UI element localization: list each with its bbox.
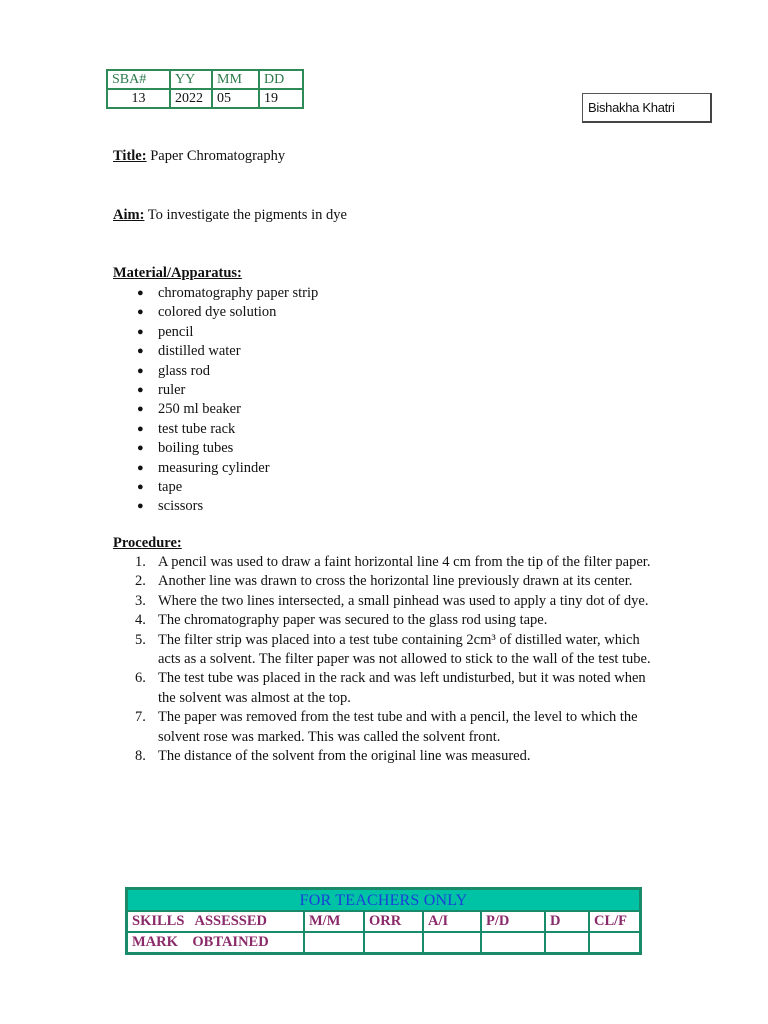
material-text: 250 ml beaker: [158, 401, 241, 418]
sba-value-row: [107, 89, 303, 108]
teacher-banner-row: [127, 889, 641, 912]
material-text: tape: [158, 478, 183, 495]
step-text: The distance of the solvent from the original line was measured.: [158, 748, 531, 765]
procedure-step: [113, 708, 653, 747]
material-item: [113, 478, 613, 497]
mark-cell[interactable]: [364, 932, 423, 954]
step-text: The test tube was placed in the rack and was left undisturbed, but it was noted when the solvent was almost at the top.: [158, 670, 646, 706]
material-text: measuring cylinder: [158, 459, 270, 476]
material-item: [113, 284, 613, 303]
skill-cell: ORR: [364, 911, 423, 932]
bullet-icon: ●: [137, 403, 144, 416]
skill-cell: P/D: [481, 911, 545, 932]
bullet-icon: ●: [137, 442, 144, 455]
title-text: Paper Chromatography: [146, 148, 286, 164]
step-number: 7.: [135, 709, 146, 726]
yy-value-cell: 2022: [170, 89, 212, 108]
material-item: [113, 342, 613, 361]
bullet-icon: ●: [137, 422, 144, 435]
material-item: [113, 497, 613, 516]
skill-cell: M/M: [304, 911, 364, 932]
mm-header-cell: MM: [212, 70, 259, 89]
material-text: distilled water: [158, 343, 241, 360]
step-text: A pencil was used to draw a faint horizontal line 4 cm from the tip of the filter paper.: [158, 554, 651, 570]
step-text: The chromatography paper was secured to the glass rod using tape.: [158, 612, 548, 629]
skill-cell: A/I: [423, 911, 481, 932]
procedure-heading: Procedure:: [113, 535, 182, 551]
skill-cell: D: [545, 911, 589, 932]
bullet-icon: ●: [137, 480, 144, 493]
dd-header-cell: DD: [259, 70, 303, 89]
materials-heading: Material/Apparatus:: [113, 265, 242, 281]
step-number: 5.: [135, 631, 146, 648]
material-text: chromatography paper strip: [158, 285, 319, 301]
step-number: 6.: [135, 670, 146, 687]
skills-row: [127, 911, 641, 932]
title-line: [113, 148, 285, 165]
bullet-icon: ●: [137, 325, 144, 338]
material-item: [113, 381, 613, 400]
bullet-icon: ●: [137, 364, 144, 377]
procedure-step: [113, 669, 653, 708]
skills-label: SKILLS ASSESSED: [127, 911, 305, 932]
procedure-step: [113, 631, 653, 670]
step-number: 4.: [135, 612, 146, 629]
teacher-assessment-table: [125, 887, 642, 955]
step-text: The filter strip was placed into a test tube containing 2cm³ of distilled water, which acts as a solvent. The filter paper was not allowed to stick to the wall of the test tube.: [158, 631, 651, 668]
material-text: pencil: [158, 323, 194, 340]
skill-cell: CL/F: [589, 911, 641, 932]
procedure-step: [113, 611, 653, 630]
material-text: test tube rack: [158, 420, 236, 437]
yy-header-cell: YY: [170, 70, 212, 89]
procedure-step: [113, 572, 653, 591]
material-item: [113, 420, 613, 439]
material-text: scissors: [158, 498, 204, 515]
mark-cell[interactable]: [589, 932, 641, 954]
sba-table: [106, 69, 304, 109]
material-item: [113, 323, 613, 342]
bullet-icon: ●: [137, 461, 144, 474]
procedure-step: [113, 747, 653, 766]
teacher-banner: FOR TEACHERS ONLY: [127, 889, 641, 912]
mark-cell[interactable]: [423, 932, 481, 954]
bullet-icon: ●: [137, 287, 144, 299]
materials-list: [113, 284, 613, 517]
step-number: 2.: [135, 573, 146, 590]
step-text: The paper was removed from the test tube and with a pencil, the level to which the solvent rose was marked. This was called the solvent front.: [158, 709, 638, 745]
material-text: boiling tubes: [158, 440, 234, 457]
mm-value-cell: 05: [212, 89, 259, 108]
sba-header-cell: SBA#: [107, 70, 170, 89]
mark-cell[interactable]: [304, 932, 364, 954]
marks-row: [127, 932, 641, 954]
step-number: 8.: [135, 748, 146, 765]
mark-cell[interactable]: [481, 932, 545, 954]
step-number: 1.: [135, 554, 146, 570]
aim-line: [113, 207, 347, 224]
mark-cell[interactable]: [545, 932, 589, 954]
bullet-icon: ●: [137, 345, 144, 358]
aim-text: To investigate the pigments in dye: [144, 207, 347, 223]
material-text: colored dye solution: [158, 304, 277, 321]
material-item: [113, 362, 613, 381]
procedure-step: [113, 553, 653, 572]
procedure-step: [113, 592, 653, 611]
title-label: Title:: [113, 148, 147, 164]
material-item: [113, 459, 613, 478]
material-text: ruler: [158, 381, 186, 398]
aim-label: Aim:: [113, 207, 145, 223]
student-name-box: Bishakha Khatri: [582, 93, 712, 123]
dd-value-cell: 19: [259, 89, 303, 108]
procedure-list: [113, 553, 653, 766]
material-item: [113, 400, 613, 419]
sba-header-row: [107, 70, 303, 89]
material-item: [113, 303, 613, 322]
bullet-icon: ●: [137, 383, 144, 396]
sba-value-cell: 13: [107, 89, 170, 108]
mark-label: MARK OBTAINED: [127, 932, 305, 954]
step-text: Another line was drawn to cross the horizontal line previously drawn at its center.: [158, 573, 633, 590]
bullet-icon: ●: [137, 306, 144, 319]
material-text: glass rod: [158, 362, 210, 379]
material-item: [113, 439, 613, 458]
step-number: 3.: [135, 592, 146, 609]
bullet-icon: ●: [137, 500, 144, 513]
step-text: Where the two lines intersected, a small pinhead was used to apply a tiny dot of dye.: [158, 592, 649, 609]
